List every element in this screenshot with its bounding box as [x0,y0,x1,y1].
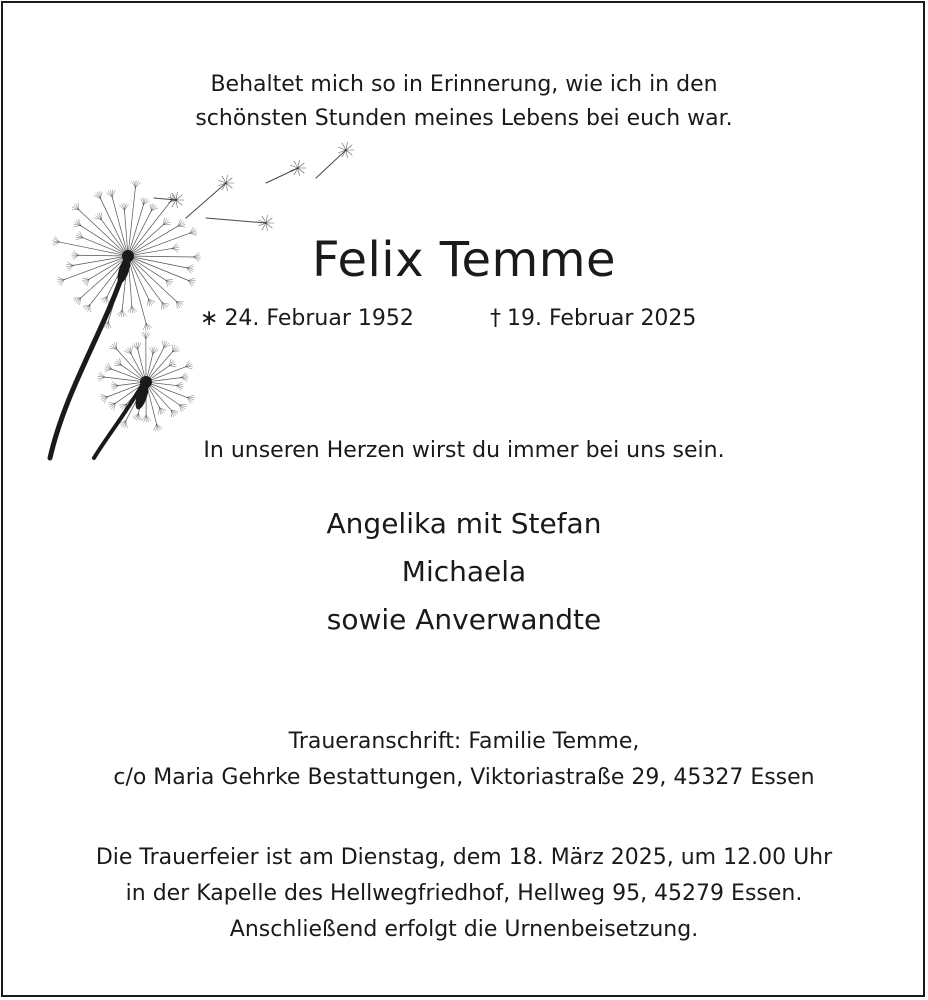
birth-date-group [200,302,414,336]
mourning-address-line-1: Traueranschrift: Familie Temme, [288,729,640,754]
ceremony-line-2: in der Kapelle des Hellwegfriedhof, Hellweg 95, 45279 Essen. [125,881,803,906]
motto-line-2: schönsten Stunden meines Lebens bei euch war. [195,106,733,131]
mourning-address-line-2: c/o Maria Gehrke Bestattungen, Viktoriastraße 29, 45327 Essen [113,765,815,790]
death-date-group [490,302,696,336]
deceased-name: Felix Temme [311,232,617,288]
memorial-quote: In unseren Herzen wirst du immer bei uns sein. [203,438,725,463]
motto-line-1: Behaltet mich so in Erinnerung, wie ich in den [210,72,718,97]
death-date: 19. Februar 2025 [507,306,697,331]
birth-date: 24. Februar 1952 [224,306,414,331]
mourner-name: Angelika mit Stefan [326,507,602,540]
mourner-name: Michaela [401,555,527,588]
ceremony-line-1: Die Trauerfeier ist am Dienstag, dem 18. März 2025, um 12.00 Uhr [95,845,833,870]
death-cross-icon: † [490,306,501,331]
life-dates [0,302,928,336]
ceremony-line-3: Anschließend erfolgt die Urnenbeisetzung. [229,917,699,942]
mourner-name: sowie Anverwandte [326,603,602,636]
birth-star-icon: ∗ [200,306,219,331]
